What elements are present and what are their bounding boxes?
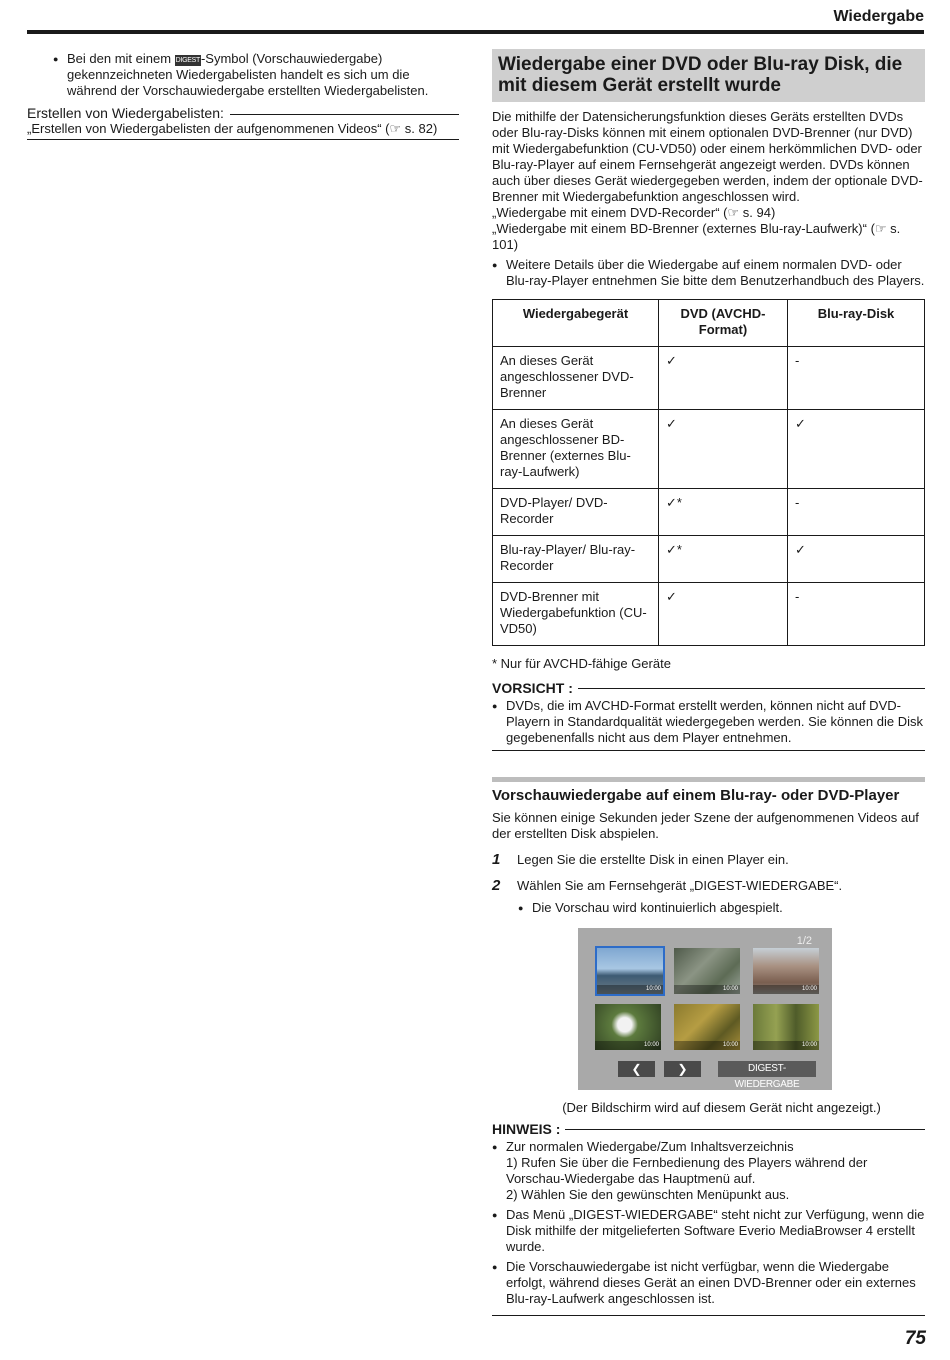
note-box — [492, 1139, 925, 1316]
table-row — [493, 489, 925, 536]
table-cell-dvd: ✓ — [659, 410, 788, 489]
step-text: Wählen Sie am Fernsehgerät „DIGEST-WIEDERGABE“. — [517, 878, 843, 893]
step-number: 1 — [492, 851, 501, 868]
thumbnail-time: 10:00 — [722, 1042, 738, 1048]
caution-rule — [578, 688, 925, 689]
note-bullet — [492, 1207, 925, 1255]
table-cell-device: Blu-ray-Player/ Blu-ray-Recorder — [493, 536, 659, 583]
table-cell-device: DVD-Brenner mit Wiedergabefunktion (CU-VD50) — [493, 583, 659, 646]
digest-bullet-text-b: -Symbol (Vorschauwiedergabe) gekennzeichneten Wiedergabelisten handelt es sich um die während der Vorschauwiedergabe erstellten Wiedergabelisten. — [67, 51, 429, 98]
thumbnail[interactable] — [753, 1004, 819, 1050]
thumbnail[interactable] — [595, 1004, 661, 1050]
caution-text: DVDs, die im AVCHD-Format erstellt werden, können nicht auf DVD-Playern in Standardqualität wiedergegeben werden. Sie können die Disk gegebenenfalls nicht aus dem Player entnehmen. — [506, 698, 923, 745]
thumbnail[interactable] — [753, 948, 819, 994]
right-column — [492, 49, 925, 1316]
reference-link-dvd-recorder[interactable]: „Wiedergabe mit einem DVD-Recorder“ (☞ s. 94) — [492, 205, 776, 220]
note-bullet — [492, 1259, 925, 1307]
note-1-title: Zur normalen Wiedergabe/Zum Inhaltsverzeichnis — [506, 1139, 794, 1154]
screenshot-caption: (Der Bildschirm wird auf diesem Gerät nicht angezeigt.) — [562, 1100, 881, 1115]
caution-heading — [492, 680, 925, 696]
step-2-bullet-text: Die Vorschau wird kontinuierlich abgespielt. — [532, 900, 783, 915]
table-header-dvd: DVD (AVCHD-Format) — [659, 300, 788, 347]
digest-playback-screenshot — [578, 928, 832, 1090]
details-bullet-text: Weitere Details über die Wiedergabe auf einem normalen DVD- oder Blu-ray-Player entnehmen Sie bitte dem Benutzerhandbuch des Players. — [506, 257, 925, 288]
table-footnote: * Nur für AVCHD-fähige Geräte — [492, 656, 671, 671]
subsection-rule — [492, 777, 925, 782]
step-1 — [492, 852, 925, 868]
memo-heading-rule — [230, 114, 459, 115]
table-row — [493, 536, 925, 583]
chevron-right-icon: ❯ — [677, 1062, 688, 1076]
table-row — [493, 347, 925, 410]
header-rule — [27, 30, 924, 34]
page-header-title: Wiedergabe — [833, 8, 924, 25]
subsection-intro: Sie können einige Sekunden jeder Szene der aufgenommenen Videos auf der erstellten Disk abspielen. — [492, 810, 919, 841]
table-cell-bluray: - — [788, 489, 925, 536]
step-number: 2 — [492, 877, 501, 894]
note-label: HINWEIS : — [492, 1121, 561, 1137]
thumbnail-time: 10:00 — [643, 1042, 659, 1048]
digest-icon: DIGEST — [175, 57, 200, 64]
table-cell-bluray: - — [788, 347, 925, 410]
next-page-button[interactable] — [664, 1061, 701, 1077]
table-cell-dvd: ✓ — [659, 583, 788, 646]
step-text: Legen Sie die erstellte Disk in einen Player ein. — [517, 852, 789, 867]
table-header-row — [493, 300, 925, 347]
intro-paragraph: Die mithilfe der Datensicherungsfunktion dieses Geräts erstellten DVDs oder Blu-ray-Disks können mit einem optionalen DVD-Brenner (nur DVD) mit Wiedergabefunktion (CU-VD50) oder einem herkömmlichen DVD- oder Blu-ray-Player auf einem Fernsehgerät angezeigt werden. DVDs können auch über dieses Gerät wiedergegeben werden, indem der optionale DVD-Brenner mit Wiedergabefunktion angeschlossen wird. — [492, 109, 923, 204]
table-cell-bluray: ✓ — [788, 536, 925, 583]
thumbnail[interactable] — [674, 1004, 740, 1050]
table-header-bluray: Blu-ray-Disk — [788, 300, 925, 347]
page-number: 75 — [904, 1328, 926, 1349]
step-2 — [492, 878, 925, 894]
table-cell-bluray: ✓ — [788, 410, 925, 489]
caution-bullet — [492, 698, 925, 746]
details-bullet — [492, 257, 925, 289]
caution-label: VORSICHT : — [492, 680, 573, 696]
note-2-text: Das Menü „DIGEST-WIEDERGABE“ steht nicht zur Verfügung, wenn die Disk mithilfe der mitgelieferten Software Everio MediaBrowser 4 erstellt wurde. — [506, 1207, 925, 1254]
note-heading — [492, 1121, 925, 1137]
thumbnail-time: 10:00 — [722, 986, 738, 992]
table-cell-device: An dieses Gerät angeschlossener BD-Brenner (externes Blu-ray-Laufwerk) — [493, 410, 659, 489]
table-cell-dvd: ✓* — [659, 536, 788, 583]
digest-bullet — [53, 51, 459, 99]
note-3-text: Die Vorschauwiedergabe ist nicht verfügbar, wenn die Wiedergabe erfolgt, während dieses Gerät an einen DVD-Brenner oder ein externes Blu-ray-Laufwerk angeschlossen ist. — [506, 1259, 916, 1306]
thumbnail-time: 10:00 — [801, 986, 817, 992]
note-1-steps — [492, 1155, 925, 1203]
thumbnail-time: 10:00 — [801, 1042, 817, 1048]
thumbnail-time: 10:00 — [645, 986, 661, 992]
section-title: Wiedergabe einer DVD oder Blu-ray Disk, die mit diesem Gerät erstellt wurde — [492, 49, 925, 102]
digest-playback-label: DIGEST-WIEDERGABE — [718, 1061, 816, 1077]
compatibility-table — [492, 299, 925, 646]
left-column — [27, 51, 459, 140]
table-cell-device: DVD-Player/ DVD-Recorder — [493, 489, 659, 536]
memo-reference-link[interactable]: „Erstellen von Wiedergabelisten der aufgenommenen Videos“ (☞ s. 82) — [27, 121, 459, 140]
memo-heading-label: Erstellen von Wiedergabelisten — [27, 105, 220, 121]
chevron-left-icon: ❮ — [631, 1062, 642, 1076]
note-1-step-2: 2) Wählen Sie den gewünschten Menüpunkt aus. — [506, 1187, 790, 1202]
memo-heading: Erstellen von Wiedergabelisten : — [27, 105, 459, 121]
subsection-title: Vorschauwiedergabe auf einem Blu-ray- oder DVD-Player — [492, 787, 900, 804]
note-bullet — [492, 1139, 925, 1155]
table-row — [493, 410, 925, 489]
note-rule — [565, 1129, 925, 1130]
step-2-bullet — [518, 900, 925, 916]
table-header-device: Wiedergabegerät — [493, 300, 659, 347]
reference-link-bd-writer[interactable]: „Wiedergabe mit einem BD-Brenner (externes Blu-ray-Laufwerk)“ (☞ s. 101) — [492, 221, 901, 252]
digest-bullet-text-a: Bei den mit einem — [67, 51, 175, 66]
thumbnail-selected[interactable] — [597, 948, 663, 994]
table-row — [493, 583, 925, 646]
note-1-step-1: 1) Rufen Sie über die Fernbedienung des Players während der Vorschau-Wiedergabe das Hauptmenü auf. — [506, 1155, 868, 1186]
thumbnail[interactable] — [674, 948, 740, 994]
page-indicator: 1/2 — [796, 935, 812, 947]
table-cell-dvd: ✓* — [659, 489, 788, 536]
table-cell-dvd: ✓ — [659, 347, 788, 410]
prev-page-button[interactable] — [618, 1061, 655, 1077]
caution-box — [492, 698, 925, 751]
table-cell-device: An dieses Gerät angeschlossener DVD-Brenner — [493, 347, 659, 410]
table-cell-bluray: - — [788, 583, 925, 646]
